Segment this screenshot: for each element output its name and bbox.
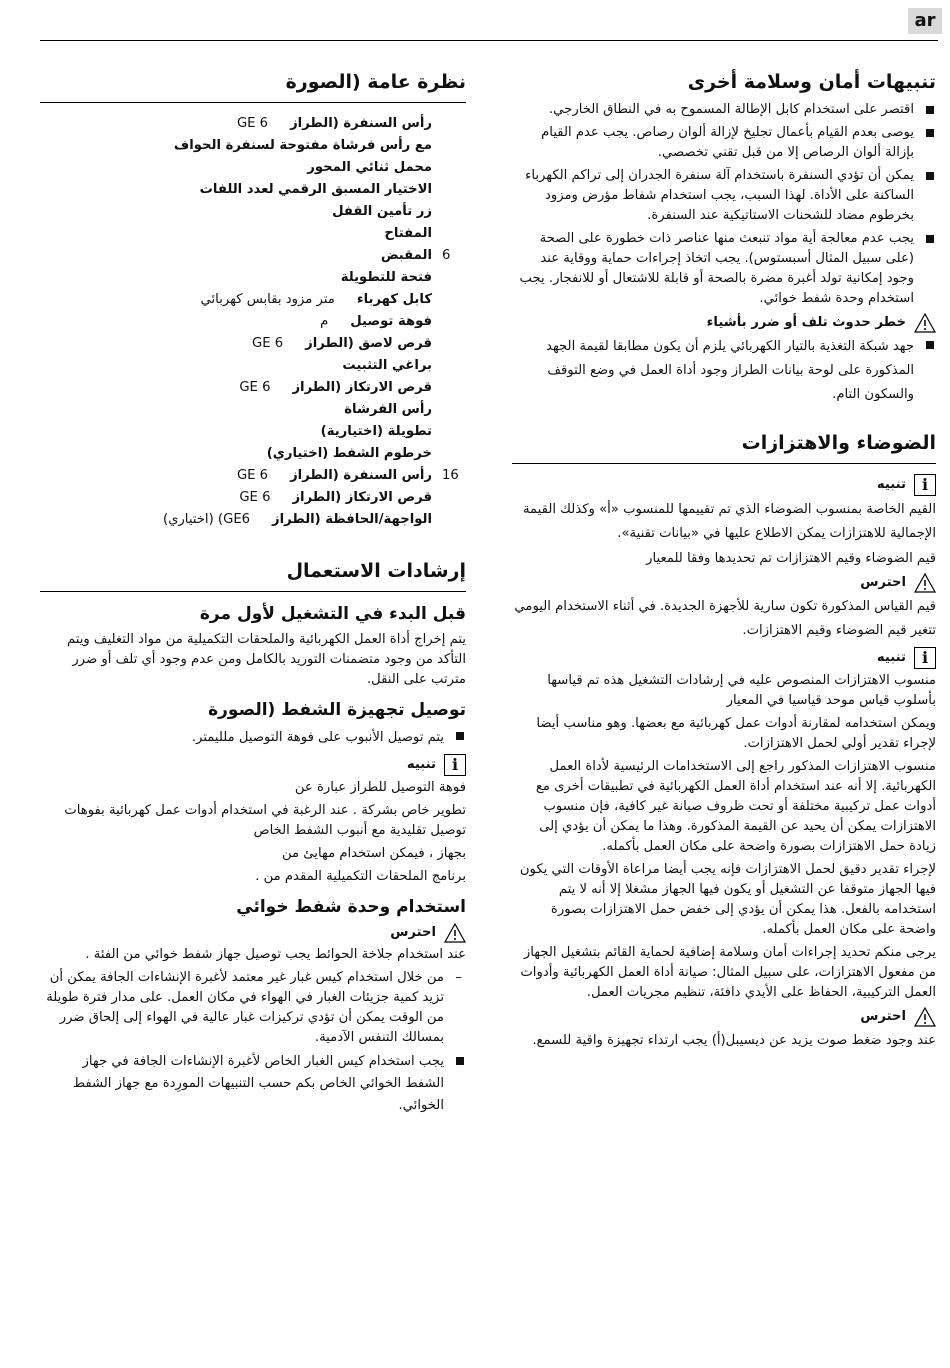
vibration-paragraph: منسوب الاهتزازات المنصوص عليه في إرشادات التشغيل هذه تم قياسها بأسلوب قياس موحد قياسيا في المعيار (547, 673, 936, 708)
list-item: – من خلال استخدام كيس غبار غير معتمد لأغبرة الإنشاءات الجافة يمكن أن تزيد كمية جزيئات الغبار في الهواء في مكان العمل. على مدار فترة طويلة من الوقت يمكن أن تؤدي تركيزات غبار عالية في الهواء إلى إلحاق ضرر بمسالك التنفس الآدمية. (40, 968, 466, 1048)
overview-row-detail: GE 6 (251, 336, 284, 351)
overview-row-label: المفتاح (384, 226, 432, 241)
language-badge: ar (908, 8, 942, 34)
damage-warning (512, 313, 936, 333)
overview-row-label: قرص الارتكاز (الطراز (292, 490, 432, 505)
overview-row-number (442, 267, 466, 289)
overview-row (40, 399, 466, 421)
note-label: تنبيه (876, 650, 906, 665)
note-line: بجهاز ، فيمكن استخدام مهايئ من (282, 846, 466, 861)
overview-row-number (442, 509, 466, 531)
overview-row (40, 223, 466, 245)
overview-row-number (442, 201, 466, 223)
overview-row-label: الاختيار المسبق الرقمي لعدد اللفات (199, 182, 432, 197)
note-line: برنامج الملحقات التكميلية المقدم من . (255, 869, 466, 884)
overview-row-label: محمل ثنائي المحور (307, 160, 432, 175)
overview-row (40, 465, 466, 487)
note-label: تنبيه (406, 757, 436, 772)
overview-title: نظرة عامة (الصورة (285, 71, 466, 93)
overview-row (40, 509, 466, 531)
overview-row (40, 355, 466, 377)
list-item: اقتصر على استخدام كابل الإطالة المسموح به في النطاق الخارجي. (512, 100, 936, 120)
overview-row-label: زر تأمين القفل (332, 204, 432, 219)
overview-row-number (442, 113, 466, 135)
overview-row-number (442, 399, 466, 421)
warning-triangle-icon (914, 1007, 936, 1027)
caution-text: عند استخدام جلاخة الحوائط يجب توصيل جهاز شفط خوائي من الفئة . (85, 947, 466, 962)
info-icon: i (914, 474, 936, 496)
note-heading (512, 474, 936, 496)
overview-row (40, 487, 466, 509)
vibration-paragraph: منسوب الاهتزازات المذكور راجع إلى الاستخدامات الرئيسية لأداة العمل الكهربائية. إلا أنه عند استخدام أداة العمل الكهربائية في تطبيقات أخرى مع أدوات عمل تركيبية مختلفة أو تحت ظروف صيانة غير كافية، فإن منسوب الاهتزازات يمكن أن يحيد عن القيمة المذكورة. وهذا ما يمكن أن يؤدي إلى زيادة حمل الاهتزازات بصورة واضحة على مكان العمل بأكمله. (535, 759, 936, 854)
vibration-paragraph: ويمكن استخدامه لمقارنة أدوات عمل كهربائية مع بعضها. وهو مناسب أيضا لإجراء تقدير أولي لحمل الاهتزازات. (536, 716, 936, 751)
note-text-standard: قيم الضوضاء وقيم الاهتزازات تم تحديدها وفقا للمعيار (646, 551, 936, 566)
caution-heading (512, 573, 936, 593)
safety-list (512, 100, 936, 309)
note-line: فوهة التوصيل للطراز عبارة عن (294, 780, 466, 795)
overview-row-detail: GE6) (اختياري) (162, 512, 251, 527)
safety-title: تنبيهات أمان وسلامة أخرى (687, 71, 936, 93)
damage-list (512, 335, 936, 407)
overview-row-label: رأس السنفرة (الطراز (290, 116, 432, 131)
overview-row-number: 16 (442, 468, 459, 483)
right-column (512, 68, 936, 1056)
overview-row-number (442, 487, 466, 509)
note-heading (40, 754, 466, 776)
overview-row-label: رأس السنفرة (الطراز (290, 468, 432, 483)
overview-row-label: تطويلة (اختيارية) (320, 424, 432, 439)
first-use-title: قبل البدء في التشغيل لأول مرة (199, 604, 466, 624)
left-column (40, 68, 466, 1120)
overview-row-label: قرص الارتكاز (الطراز (292, 380, 432, 395)
overview-row (40, 377, 466, 399)
overview-list (40, 113, 466, 531)
overview-row-label: كابل كهرباء (356, 292, 432, 307)
caution-label: احترس (860, 1009, 906, 1024)
caution-text: عند وجود ضغط صوت يزيد عن ديسيبل(أ) يجب ارتداء تجهيزة واقية للسمع. (532, 1033, 936, 1048)
overview-row-detail: م (320, 314, 329, 329)
overview-row (40, 179, 466, 201)
note-label: تنبيه (876, 477, 906, 492)
warning-triangle-icon (914, 313, 936, 333)
info-icon: i (444, 754, 466, 776)
overview-row-number (442, 223, 466, 245)
overview-row-label: المقبض (380, 248, 432, 263)
list-item: جهد شبكة التغذية بالتيار الكهربائي يلزم أن يكون مطابقا لقيمة الجهد المذكورة على لوحة بيانات الطراز وجود أداة العمل في وضع التوقف والسكون التام. (512, 335, 936, 407)
connect-list (40, 726, 466, 750)
overview-row-number (442, 311, 466, 333)
overview-row-detail: GE 6 (236, 468, 269, 483)
overview-row-detail: GE 6 (239, 490, 271, 505)
connect-title: توصيل تجهيزة الشفط (الصورة (208, 700, 466, 720)
overview-row-number (442, 157, 466, 179)
section-rule (40, 591, 466, 592)
usage-title: إرشادات الاستعمال (286, 560, 466, 582)
caution-heading (40, 923, 466, 943)
vacuum-list (40, 1051, 466, 1117)
list-item: يمكن أن تؤدي السنفرة باستخدام آلة سنفرة الجدران إلى تراكم الكهرباء الساكنة على الأداة. لهذا السبب، يجب استخدام شفاط مؤرض ومزود بخرطوم مضاد للشحنات الاستاتيكية عند السنفرة. (512, 166, 936, 226)
vibration-paragraph: لإجراء تقدير دقيق لحمل الاهتزازات فإنه يجب أيضا مراعاة الأوقات التي يكون فيها الجهاز متوقفا عن التشغيل أو يكون فيها الجهاز مشغلا إلا أنه لا يتم استخدامه بالفعل. هذا يمكن أن يؤدي إلى خفض حمل الاهتزازات بصورة واضحة على مكان العمل بأكمله. (519, 862, 936, 937)
overview-row (40, 421, 466, 443)
overview-row-number: 6 (442, 248, 451, 263)
damage-warning-label: خطر حدوث تلف أو ضرر بأشياء (706, 315, 906, 330)
overview-row (40, 201, 466, 223)
dash-list (40, 968, 466, 1048)
first-use-text: يتم إخراج أداة العمل الكهربائية والملحقات التكميلية من مواد التغليف ويتم التأكد من وجود متضمنات التوريد بالكامل ومن عدم وجود أي تلف أو ضرر مترتب على النقل. (66, 632, 466, 687)
overview-row-number (442, 289, 466, 311)
caution-heading (512, 1007, 936, 1027)
section-rule (40, 102, 466, 103)
overview-row (40, 311, 466, 333)
overview-row-label: فوهة توصيل (350, 314, 432, 329)
header-rule (40, 40, 938, 41)
overview-row (40, 245, 466, 267)
note-heading (512, 647, 936, 669)
overview-row-label: خرطوم الشفط (اختياري) (266, 446, 432, 461)
overview-row-number (442, 443, 466, 465)
overview-row-label: فتحة للتطويلة (340, 270, 432, 285)
overview-row-number (442, 421, 466, 443)
overview-row (40, 135, 466, 157)
overview-row-number (442, 355, 466, 377)
list-item: يوصى بعدم القيام بأعمال تجليخ لإزالة ألوان رصاص. يجب عدم القيام بإزالة ألوان الرصاص إلا من قبل تقني تخصصي. (512, 123, 936, 163)
overview-row-detail: GE 6 (239, 380, 271, 395)
vacuum-title: استخدام وحدة شفط خوائي (236, 897, 466, 917)
list-item: يتم توصيل الأنبوب على فوهة التوصيل ملليمتر. (40, 726, 466, 750)
note-text: القيم الخاصة بمنسوب الضوضاء الذي تم تقييمها للمنسوب «أ» وكذلك القيمة الإجمالية للاهتزازات يمكن الاطلاع عليها في «بيانات تقنية». (522, 502, 936, 541)
overview-row-label: مع رأس فرشاة مفتوحة لسنفرة الحواف (173, 138, 432, 153)
overview-row (40, 113, 466, 135)
overview-row-label: الواجهة/الحافظة (الطراز (272, 512, 432, 527)
info-icon: i (914, 647, 936, 669)
overview-row-label: براغي التثبيت (342, 358, 432, 373)
overview-row (40, 157, 466, 179)
overview-row-label: رأس الفرشاة (344, 402, 432, 417)
list-item: يجب استخدام كيس الغبار الخاص لأغبرة الإنشاءات الجافة في جهاز الشفط الخوائي الخاص بكم حسب التنبيهات المورِدة مع جهاز الشفط الخوائي. (40, 1051, 466, 1117)
overview-row (40, 267, 466, 289)
overview-row (40, 333, 466, 355)
warning-triangle-icon (444, 923, 466, 943)
caution-text: قيم القياس المذكورة تكون سارية للأجهزة الجديدة. في أثناء الاستخدام اليومي تتغير قيم الضوضاء وقيم الاهتزازات. (514, 599, 936, 638)
overview-row-detail: متر مزود بقابس كهربائي (200, 292, 335, 307)
caution-label: احترس (390, 925, 436, 940)
overview-row-number (442, 333, 466, 355)
note-line: تطوير خاص بشركة . عند الرغبة في استخدام أدوات عمل كهربائية بفوهات توصيل تقليدية مع أنبوب الشفط الخاص (64, 803, 466, 838)
warning-triangle-icon (914, 573, 936, 593)
vibration-paragraph: يرجى منكم تحديد إجراءات أمان وسلامة إضافية لحماية القائم بتشغيل الجهاز من مفعول الاهتزازات، على سبيل المثال: صيانة أداة العمل الكهربائية وأدوات العمل التركيبية، الحفاظ على الأيدي دافئة، تنظيم مجريات العمل. (520, 945, 936, 1000)
caution-label: احترس (860, 575, 906, 590)
section-rule (512, 463, 936, 464)
overview-row (40, 289, 466, 311)
overview-row-label: قرص لاصق (الطراز (305, 336, 432, 351)
noise-title: الضوضاء والاهتزازات (741, 432, 936, 454)
overview-row-number (442, 179, 466, 201)
overview-row-number (442, 135, 466, 157)
overview-row-detail: GE 6 (236, 116, 269, 131)
overview-row-number (442, 377, 466, 399)
list-item: يجب عدم معالجة أية مواد تنبعث منها عناصر ذات خطورة على الصحة (على سبيل المثال أسبستوس). يجب اتخاذ إجراءات حماية ووقاية عند وجود إمكانية تولد أغبرة مضرة بالصحة أو قابلة للاشتعال أو للانفجار. يجب استخدام وحدة شفط خوائي. (512, 229, 936, 309)
overview-row (40, 443, 466, 465)
